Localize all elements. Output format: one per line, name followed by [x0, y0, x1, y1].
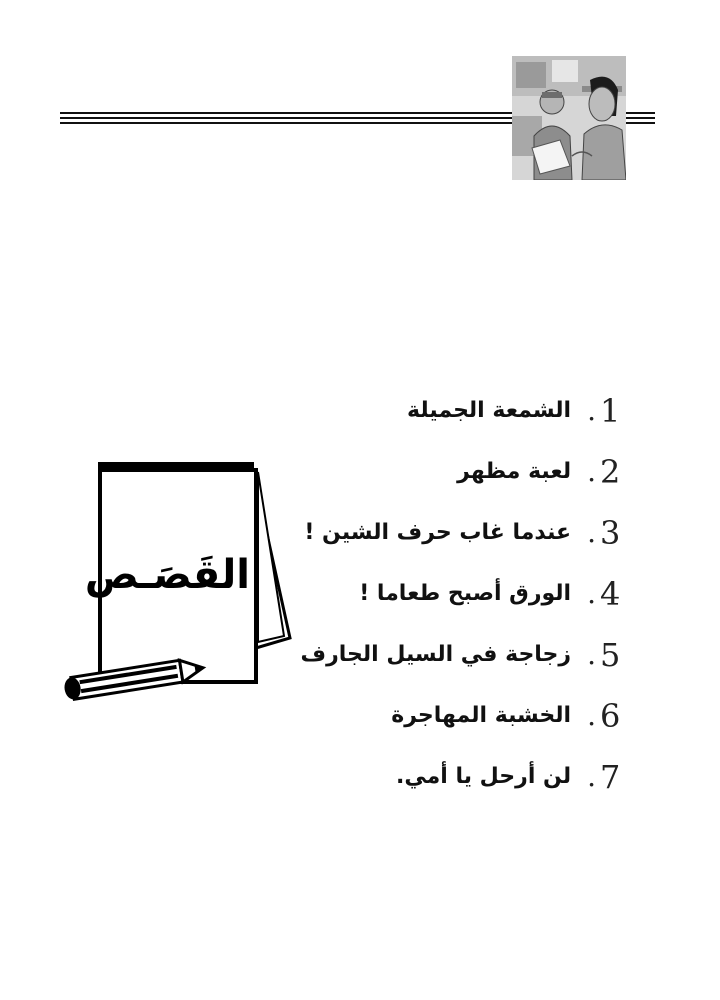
toc-title: زجاجة في السيل الجارف	[300, 642, 572, 667]
toc-dot: .	[587, 577, 596, 610]
toc-item[interactable]	[220, 502, 640, 563]
toc-item[interactable]	[220, 746, 640, 807]
toc-number: 3	[600, 513, 621, 552]
two-men-illustration-icon	[512, 56, 626, 180]
toc-number: 4	[600, 574, 621, 613]
toc-dot: .	[587, 516, 596, 549]
toc-item[interactable]	[220, 441, 640, 502]
toc-item[interactable]	[220, 685, 640, 746]
toc-dot: .	[587, 455, 596, 488]
toc-number: 6	[600, 696, 621, 735]
header-illustration	[512, 56, 626, 180]
toc-dot: .	[587, 699, 596, 732]
toc-title: لن أرحل يا أمي.	[396, 764, 572, 789]
toc-dot: .	[587, 638, 596, 671]
toc-title: الشمعة الجميلة	[407, 398, 572, 423]
toc-item[interactable]	[220, 624, 640, 685]
toc-title: عندما غاب حرف الشين !	[304, 520, 572, 545]
toc-dot: .	[587, 760, 596, 793]
toc-number: 7	[600, 757, 621, 796]
toc-item[interactable]	[220, 380, 640, 441]
notebook-title: القَصَـص	[84, 552, 250, 598]
toc-title: لعبة مظهر	[457, 459, 572, 484]
toc-item[interactable]	[220, 563, 640, 624]
toc-dot: .	[587, 394, 596, 427]
toc-number: 1	[600, 391, 621, 430]
table-of-contents	[220, 380, 640, 807]
toc-number: 5	[600, 635, 621, 674]
toc-number: 2	[600, 452, 621, 491]
toc-title: الخشبة المهاجرة	[391, 703, 572, 728]
toc-title: الورق أصبح طعاما !	[359, 581, 572, 606]
